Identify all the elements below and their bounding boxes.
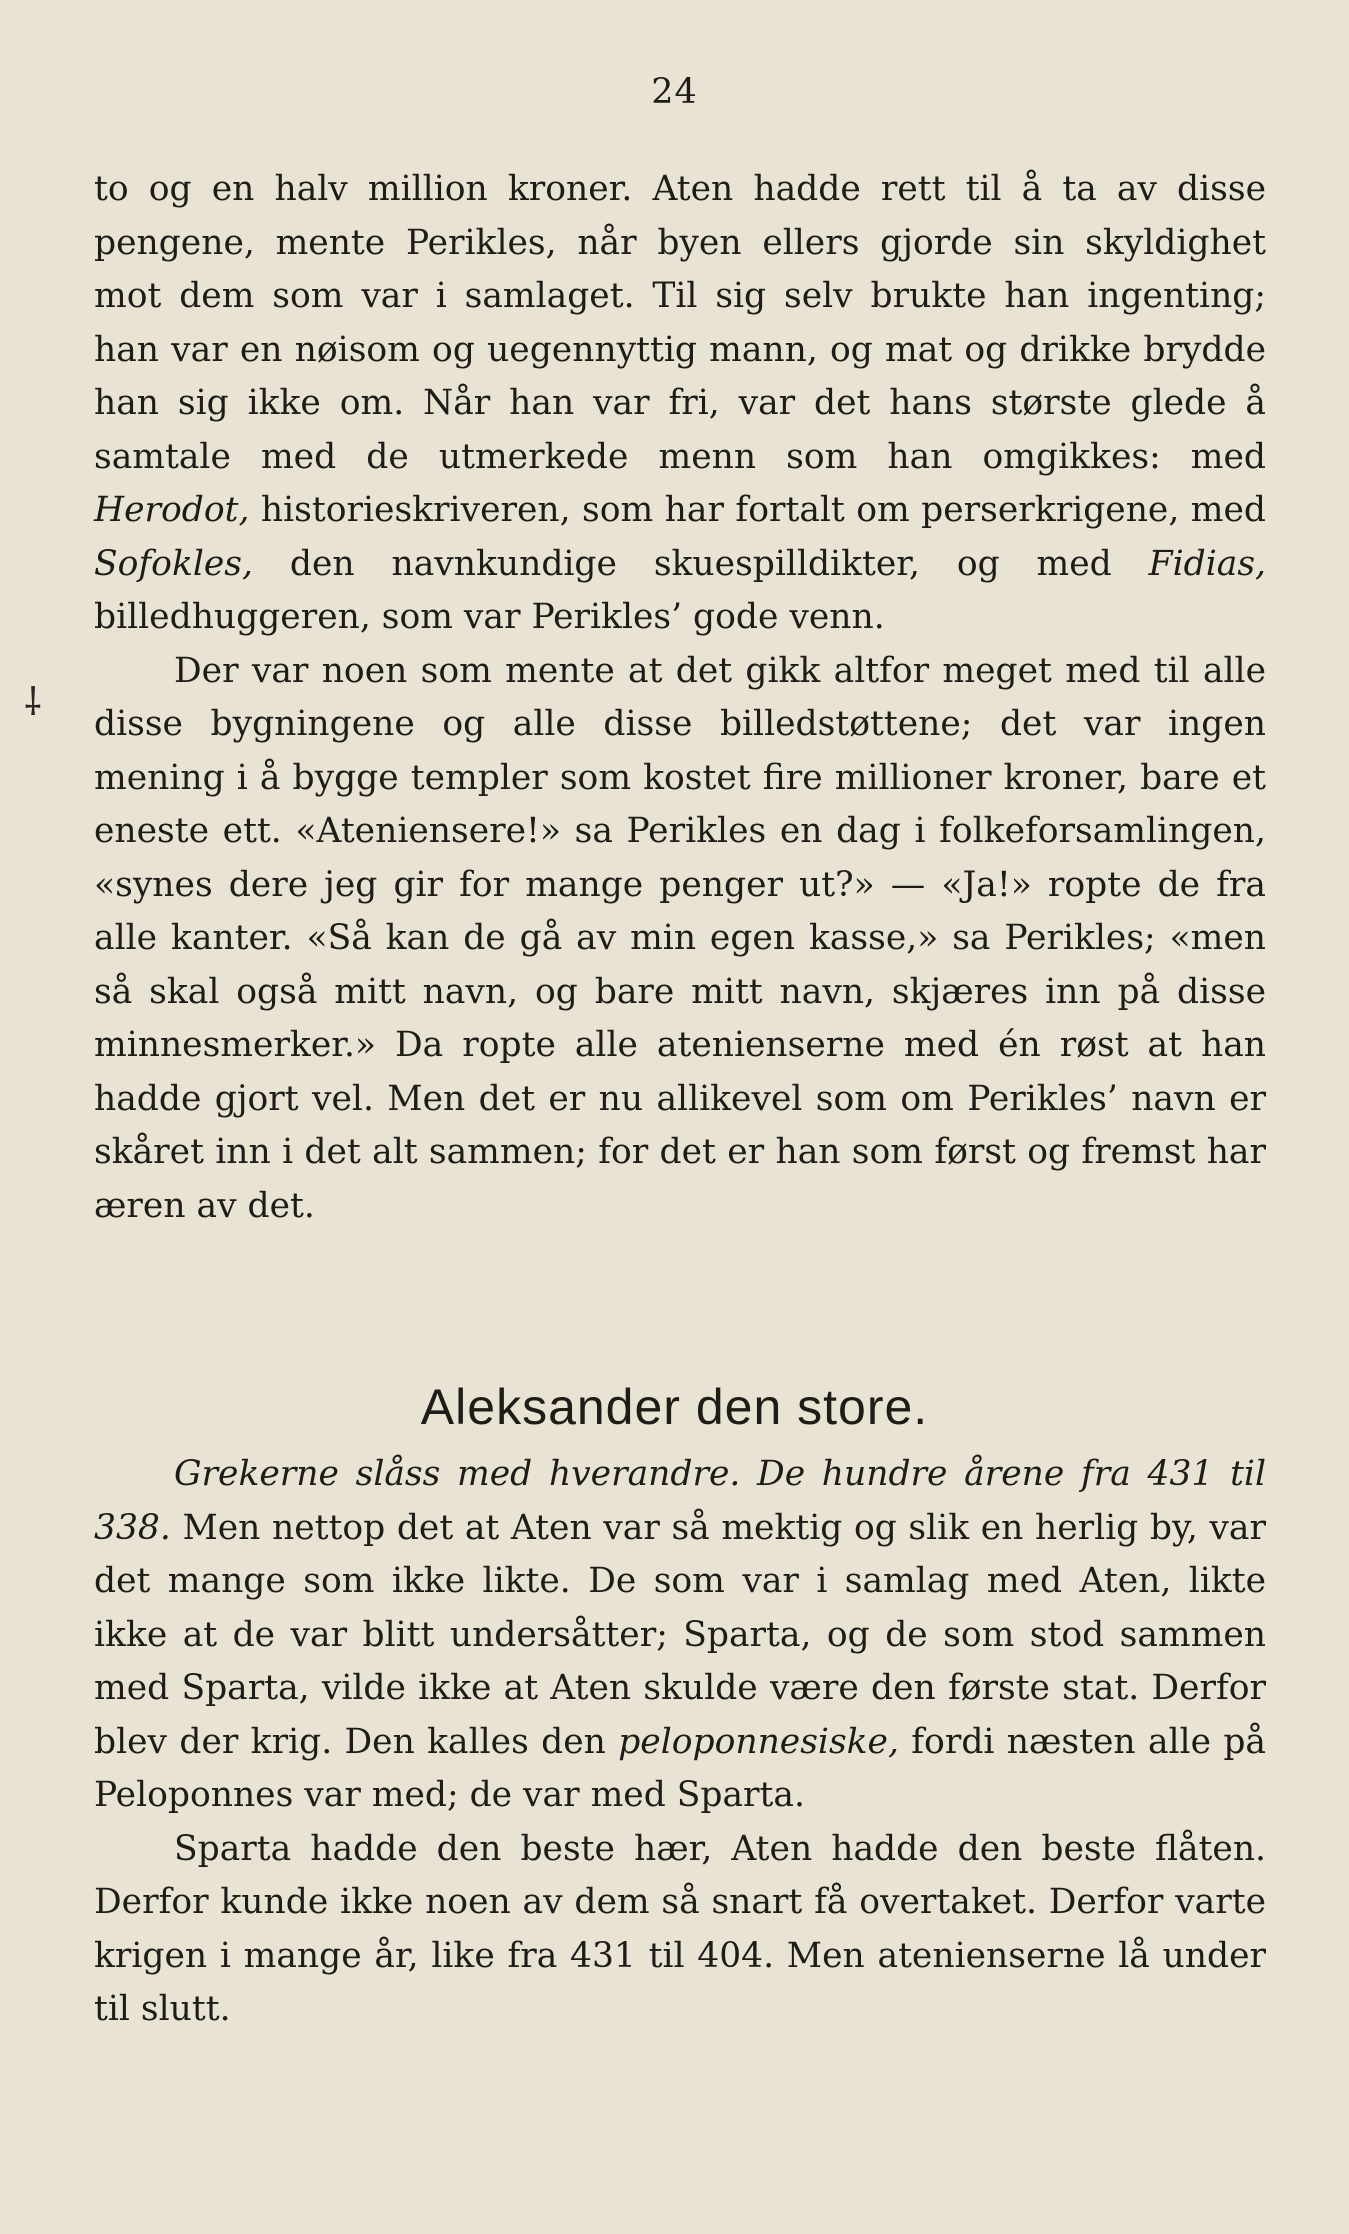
paragraph-war-outcome: Sparta hadde den beste hær, Aten hadde den beste flåten. Derfor kunde ikke noen av dem så snart få overtaket. Derfor varte krigen i mange år, like fra 431 til 404. Men atenienserne lå under til slutt. [94,1828,1266,2029]
paragraph-text: fordi næsten alle på Peloponnes var med; de var med Sparta. [94,1721,1266,1815]
text-section-two [94,1448,1266,2037]
name-sofokles: Sofokles, [94,543,253,584]
paragraph-perikles-frugality [94,163,1266,645]
section-heading: Aleksander den store. [420,1379,929,1435]
paragraph-buildings-debate: Der var noen som mente at det gikk altfor meget med til alle disse bygningene og alle disse billedstøttene; det var ingen mening i å bygge templer som kostet fire millioner kroner, bare et eneste ett. «Ateniensere!» sa Perikles en dag i folkeforsamlingen, «synes dere jeg gir for mange penger ut?» — «Ja!» ropte de fra alle kanter. «Så kan de gå av min egen kasse,» sa Perikles; «men så skal også mitt navn, og bare mitt navn, skjæres inn på disse minnesmerker.» Da ropte alle atenienserne med én røst at han hadde gjort vel. Men det er nu allikevel som om Perikles’ navn er skåret inn i det alt sammen; for det er han som først og fremst har æren av det. [94,650,1266,1226]
paragraph-text: Men nettop det at Aten var så mektig og slik en herlig by, var det mange som ikke likte. De som var i samlag med Aten, likte ikke at de var blitt undersåtter; Sparta, og de som stod sammen med Sparta, vilde ikke at Aten skulde være den første stat. Derfor blev der krig. Den kalles den [94,1507,1266,1762]
paragraph-peloponnesian-war [94,1448,1266,1823]
paragraph-text: historieskriveren, som har fortalt om perserkrigene, med [249,490,1266,530]
name-fidias: Fidias, [1148,543,1266,584]
paragraph-text: den navnkundige skuespilldikter, og med [252,543,1149,584]
paragraph-text: billedhuggeren, som var Perikles’ gode venn. [94,597,885,637]
text-section-one [94,163,1266,1233]
term-peloponnesiske: peloponnesiske, [618,1721,899,1762]
name-herodot: Herodot, [94,490,250,530]
paragraph-text: to og en halv million kroner. Aten hadde rett til å ta av disse pengene, mente Perikles, når byen ellers gjorde sin skyldighet mot dem som var i samlaget. Til sig selv brukte han ingenting; han var en nøisom og uegennyttig mann, og mat og drikke brydde han sig ikke om. Når han var fri, var det hans største glede å samtale med de utmerkede menn som han omgikkes: med [94,169,1266,477]
margin-pencil-mark: ⸸ [24,680,42,724]
page-number: 24 [651,72,698,112]
paragraph-subtitle: Grekerne slåss med hverandre. De hundre årene fra 431 til 338. [94,1454,1266,1548]
